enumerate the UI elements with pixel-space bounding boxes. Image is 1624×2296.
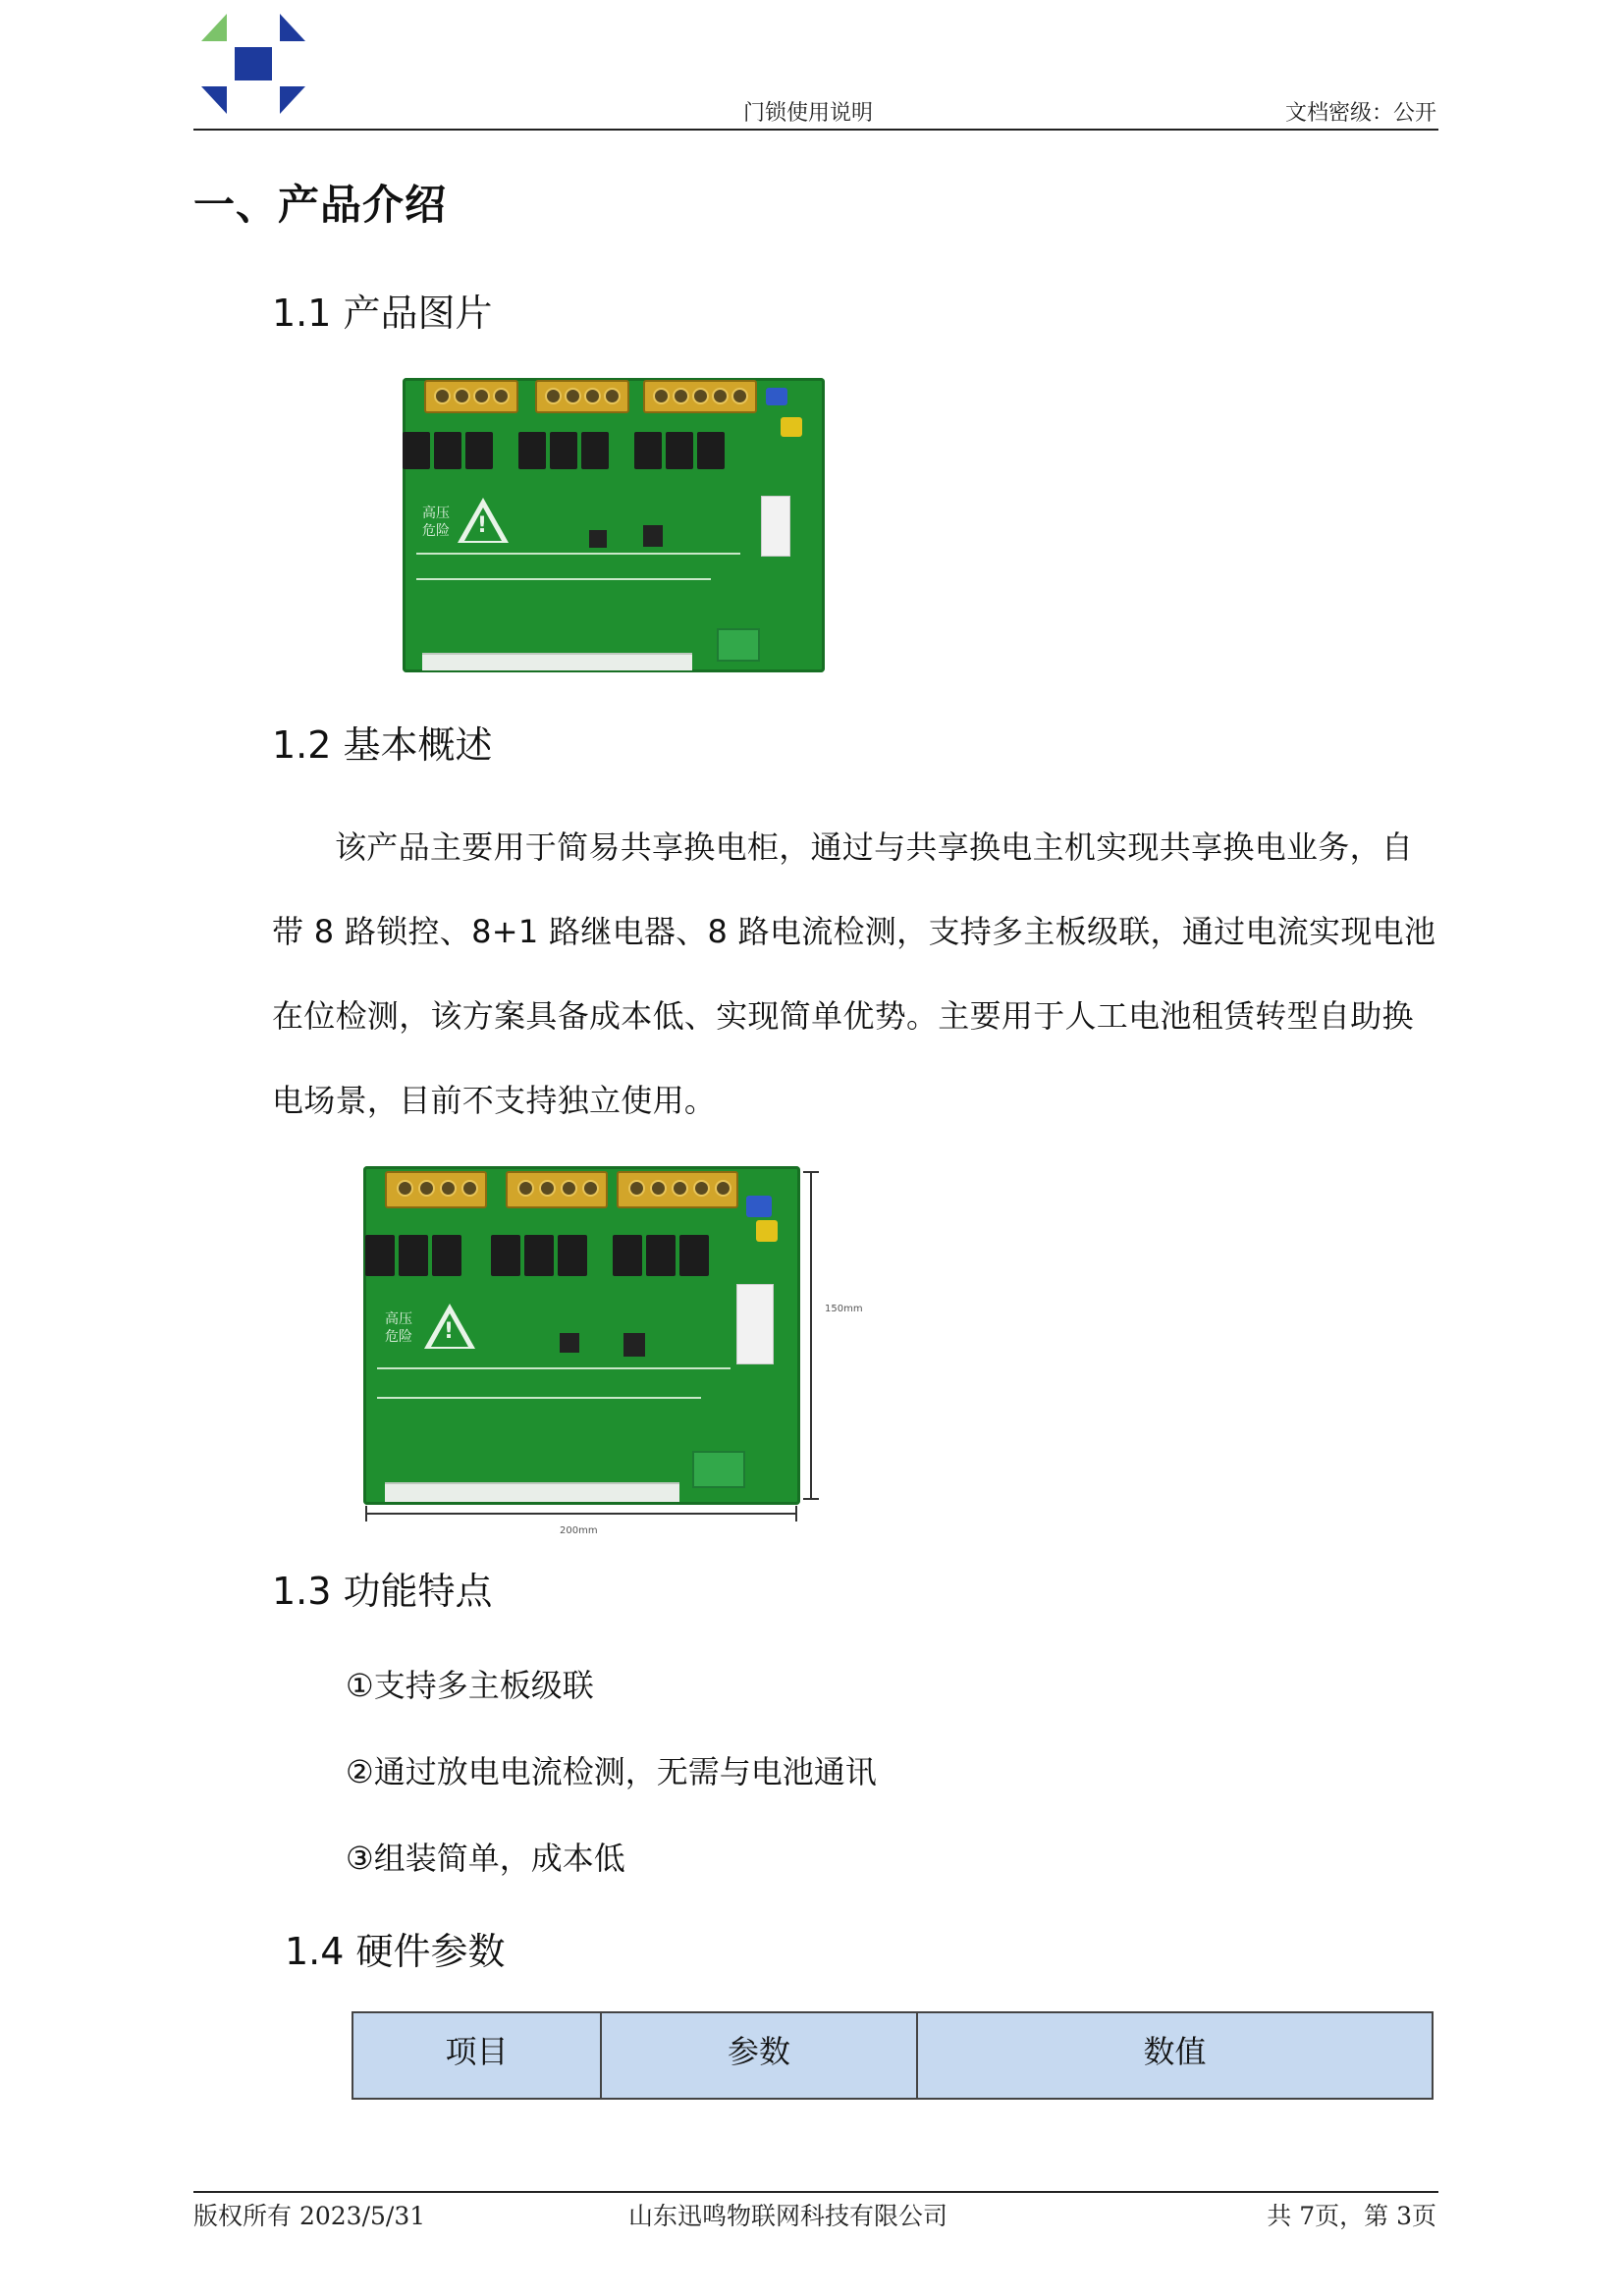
header-rule — [193, 129, 1438, 131]
subsection-heading-1-1: 1.1 产品图片 — [272, 292, 493, 335]
footer-rule — [193, 2191, 1438, 2193]
subsection-heading-1-4: 1.4 硬件参数 — [285, 1930, 506, 1973]
hardware-parameters-table — [352, 2011, 1434, 2100]
overview-paragraph: 该产品主要用于简易共享换电柜，通过与共享换电主机实现共享换电业务，自带 8 路锁控、8+1 路继电器、8 路电流检测，支持多主板级联，通过电流实现电池在位检测，该方案具备成本低、实现简单优势。主要用于人工电池租赁转型自助换电场景，目前不支持独立使用。 — [272, 828, 1436, 1119]
product-photo-1: 高压 危险 ! — [403, 378, 825, 677]
logo-green-triangle — [201, 14, 227, 41]
logo-blue-square — [235, 47, 272, 80]
table-header-row — [352, 2012, 1433, 2099]
feature-item: ②通过放电电流检测，无需与电池通讯 — [346, 1753, 877, 1790]
header-secrecy-level: 文档密级：公开 — [1284, 101, 1436, 126]
subsection-heading-1-3: 1.3 功能特点 — [272, 1570, 493, 1613]
footer-page-info: 共 7页，第 3页 — [1267, 2202, 1436, 2230]
feature-item: ③组装简单，成本低 — [346, 1840, 625, 1877]
pcb-silk-hv-label-2: 危险 — [422, 523, 450, 539]
section-heading: 一、产品介绍 — [193, 181, 448, 229]
table-header-value: 数值 — [917, 2012, 1433, 2099]
feature-item: ①支持多主板级联 — [346, 1667, 594, 1704]
footer-company: 山东迅鸣物联网科技有限公司 — [628, 2202, 948, 2230]
company-logo — [201, 14, 305, 114]
table-header-item: 项目 — [352, 2012, 601, 2099]
pcb-silk-hv-label-1: 高压 — [422, 506, 450, 521]
table-header-param: 参数 — [601, 2012, 917, 2099]
dimension-height: 150mm — [825, 1304, 863, 1314]
pcb-silk-hv-label-4: 危险 — [385, 1329, 412, 1345]
logo-blue-triangle-left-bottom — [201, 86, 227, 114]
logo-blue-triangle-right-bottom — [280, 86, 305, 114]
subsection-heading-1-2: 1.2 基本概述 — [272, 723, 493, 767]
logo-blue-triangle-right-top — [280, 14, 305, 41]
pcb-silk-hv-label-3: 高压 — [385, 1311, 412, 1327]
product-photo-2: 高压 危险 ! 150mm 200mm — [363, 1166, 854, 1539]
dimension-width: 200mm — [560, 1525, 598, 1536]
header-doc-title: 门锁使用说明 — [743, 101, 874, 126]
footer-copyright: 版权所有 2023/5/31 — [193, 2202, 426, 2230]
